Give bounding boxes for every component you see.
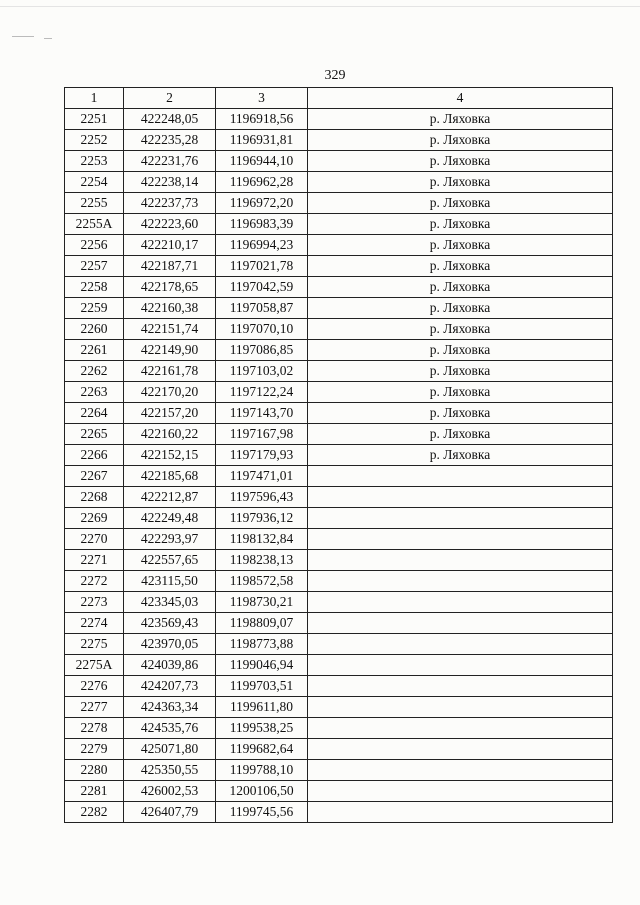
cell-point-number: 2256: [65, 235, 124, 256]
cell-point-number: 2268: [65, 487, 124, 508]
cell-note: [308, 676, 613, 697]
cell-y-coordinate: 1197021,78: [216, 256, 308, 277]
cell-x-coordinate: 422238,14: [124, 172, 216, 193]
cell-note: р. Ляховка: [308, 193, 613, 214]
table-row: [65, 361, 613, 382]
cell-x-coordinate: 423970,05: [124, 634, 216, 655]
table-row: [65, 382, 613, 403]
table-row: [65, 256, 613, 277]
cell-point-number: 2253: [65, 151, 124, 172]
cell-x-coordinate: 425071,80: [124, 739, 216, 760]
column-header-note: 4: [308, 88, 613, 109]
cell-y-coordinate: 1197042,59: [216, 277, 308, 298]
cell-y-coordinate: 1198730,21: [216, 592, 308, 613]
cell-y-coordinate: 1198572,58: [216, 571, 308, 592]
column-header-x: 2: [124, 88, 216, 109]
cell-point-number: 2261: [65, 340, 124, 361]
cell-point-number: 2270: [65, 529, 124, 550]
cell-y-coordinate: 1199538,25: [216, 718, 308, 739]
table-row: [65, 634, 613, 655]
cell-point-number: 2281: [65, 781, 124, 802]
cell-point-number: 2282: [65, 802, 124, 823]
cell-x-coordinate: 422185,68: [124, 466, 216, 487]
cell-x-coordinate: 422149,90: [124, 340, 216, 361]
column-header-y: 3: [216, 88, 308, 109]
cell-x-coordinate: 424535,76: [124, 718, 216, 739]
table-row: [65, 592, 613, 613]
cell-note: р. Ляховка: [308, 277, 613, 298]
table-row: [65, 403, 613, 424]
cell-note: [308, 655, 613, 676]
cell-note: [308, 781, 613, 802]
cell-x-coordinate: 422151,74: [124, 319, 216, 340]
scan-artifact-dash: [44, 38, 52, 39]
cell-point-number: 2255А: [65, 214, 124, 235]
cell-point-number: 2272: [65, 571, 124, 592]
table-row: [65, 424, 613, 445]
cell-point-number: 2265: [65, 424, 124, 445]
table-row: [65, 319, 613, 340]
cell-y-coordinate: 1199703,51: [216, 676, 308, 697]
table-row: [65, 655, 613, 676]
cell-point-number: 2254: [65, 172, 124, 193]
cell-x-coordinate: 423115,50: [124, 571, 216, 592]
cell-note: р. Ляховка: [308, 256, 613, 277]
cell-x-coordinate: 422248,05: [124, 109, 216, 130]
table-row: [65, 130, 613, 151]
cell-y-coordinate: 1199788,10: [216, 760, 308, 781]
cell-y-coordinate: 1198132,84: [216, 529, 308, 550]
cell-note: р. Ляховка: [308, 151, 613, 172]
cell-y-coordinate: 1197471,01: [216, 466, 308, 487]
table-row: [65, 172, 613, 193]
cell-point-number: 2267: [65, 466, 124, 487]
table-header-row: [65, 88, 613, 109]
cell-x-coordinate: 423569,43: [124, 613, 216, 634]
table-row: [65, 718, 613, 739]
cell-note: р. Ляховка: [308, 214, 613, 235]
cell-point-number: 2280: [65, 760, 124, 781]
table-row: [65, 781, 613, 802]
cell-y-coordinate: 1196983,39: [216, 214, 308, 235]
table-row: [65, 760, 613, 781]
table-row: [65, 676, 613, 697]
cell-note: [308, 760, 613, 781]
cell-y-coordinate: 1199745,56: [216, 802, 308, 823]
cell-y-coordinate: 1196994,23: [216, 235, 308, 256]
table-row: [65, 487, 613, 508]
cell-y-coordinate: 1197086,85: [216, 340, 308, 361]
cell-note: [308, 802, 613, 823]
cell-y-coordinate: 1197179,93: [216, 445, 308, 466]
cell-x-coordinate: 422170,20: [124, 382, 216, 403]
cell-note: р. Ляховка: [308, 424, 613, 445]
cell-y-coordinate: 1197058,87: [216, 298, 308, 319]
cell-point-number: 2255: [65, 193, 124, 214]
cell-point-number: 2278: [65, 718, 124, 739]
cell-note: р. Ляховка: [308, 130, 613, 151]
cell-note: р. Ляховка: [308, 298, 613, 319]
cell-note: р. Ляховка: [308, 319, 613, 340]
cell-point-number: 2273: [65, 592, 124, 613]
cell-y-coordinate: 1199682,64: [216, 739, 308, 760]
cell-point-number: 2260: [65, 319, 124, 340]
table-row: [65, 550, 613, 571]
page-number: 329: [324, 68, 346, 83]
cell-note: р. Ляховка: [308, 382, 613, 403]
cell-point-number: 2279: [65, 739, 124, 760]
cell-x-coordinate: 422160,22: [124, 424, 216, 445]
cell-point-number: 2276: [65, 676, 124, 697]
cell-y-coordinate: 1197936,12: [216, 508, 308, 529]
table-row: [65, 802, 613, 823]
cell-x-coordinate: 422157,20: [124, 403, 216, 424]
table-row: [65, 277, 613, 298]
cell-x-coordinate: 422223,60: [124, 214, 216, 235]
cell-y-coordinate: 1197122,24: [216, 382, 308, 403]
cell-point-number: 2257: [65, 256, 124, 277]
table-row: [65, 571, 613, 592]
cell-note: [308, 634, 613, 655]
table-row: [65, 340, 613, 361]
cell-y-coordinate: 1199611,80: [216, 697, 308, 718]
cell-x-coordinate: 422231,76: [124, 151, 216, 172]
cell-note: [308, 613, 613, 634]
table-row: [65, 214, 613, 235]
cell-point-number: 2264: [65, 403, 124, 424]
table-row: [65, 445, 613, 466]
cell-y-coordinate: 1197070,10: [216, 319, 308, 340]
cell-x-coordinate: 422178,65: [124, 277, 216, 298]
coordinates-table: [64, 87, 613, 823]
table-row: [65, 508, 613, 529]
cell-point-number: 2251: [65, 109, 124, 130]
cell-x-coordinate: 422212,87: [124, 487, 216, 508]
cell-note: р. Ляховка: [308, 361, 613, 382]
cell-note: [308, 718, 613, 739]
cell-x-coordinate: 422235,28: [124, 130, 216, 151]
cell-x-coordinate: 422152,15: [124, 445, 216, 466]
cell-point-number: 2252: [65, 130, 124, 151]
cell-x-coordinate: 422557,65: [124, 550, 216, 571]
cell-note: р. Ляховка: [308, 172, 613, 193]
cell-note: [308, 697, 613, 718]
cell-point-number: 2266: [65, 445, 124, 466]
cell-point-number: 2259: [65, 298, 124, 319]
cell-x-coordinate: 424039,86: [124, 655, 216, 676]
scan-artifact-line: [0, 6, 640, 7]
cell-x-coordinate: 422187,71: [124, 256, 216, 277]
cell-y-coordinate: 1197167,98: [216, 424, 308, 445]
cell-point-number: 2271: [65, 550, 124, 571]
cell-y-coordinate: 1198238,13: [216, 550, 308, 571]
cell-note: р. Ляховка: [308, 403, 613, 424]
table-row: [65, 109, 613, 130]
cell-note: [308, 466, 613, 487]
cell-note: [308, 508, 613, 529]
cell-note: р. Ляховка: [308, 445, 613, 466]
cell-note: [308, 571, 613, 592]
table-row: [65, 529, 613, 550]
cell-point-number: 2275: [65, 634, 124, 655]
table-body: [65, 109, 613, 823]
table-row: [65, 697, 613, 718]
cell-point-number: 2262: [65, 361, 124, 382]
table-row: [65, 466, 613, 487]
cell-y-coordinate: 1196962,28: [216, 172, 308, 193]
cell-note: [308, 592, 613, 613]
cell-note: [308, 550, 613, 571]
cell-y-coordinate: 1196972,20: [216, 193, 308, 214]
cell-x-coordinate: 422160,38: [124, 298, 216, 319]
cell-x-coordinate: 422210,17: [124, 235, 216, 256]
table-row: [65, 613, 613, 634]
cell-point-number: 2269: [65, 508, 124, 529]
cell-y-coordinate: 1200106,50: [216, 781, 308, 802]
cell-x-coordinate: 426002,53: [124, 781, 216, 802]
table-row: [65, 193, 613, 214]
cell-note: р. Ляховка: [308, 235, 613, 256]
cell-x-coordinate: 422293,97: [124, 529, 216, 550]
cell-x-coordinate: 424363,34: [124, 697, 216, 718]
cell-note: [308, 739, 613, 760]
cell-x-coordinate: 422237,73: [124, 193, 216, 214]
table-row: [65, 151, 613, 172]
cell-point-number: 2274: [65, 613, 124, 634]
table-row: [65, 298, 613, 319]
cell-y-coordinate: 1198773,88: [216, 634, 308, 655]
cell-x-coordinate: 422249,48: [124, 508, 216, 529]
cell-y-coordinate: 1196918,56: [216, 109, 308, 130]
cell-y-coordinate: 1197596,43: [216, 487, 308, 508]
cell-point-number: 2258: [65, 277, 124, 298]
cell-y-coordinate: 1197143,70: [216, 403, 308, 424]
column-header-point: 1: [65, 88, 124, 109]
cell-x-coordinate: 425350,55: [124, 760, 216, 781]
cell-x-coordinate: 424207,73: [124, 676, 216, 697]
cell-point-number: 2277: [65, 697, 124, 718]
cell-y-coordinate: 1196931,81: [216, 130, 308, 151]
cell-point-number: 2275А: [65, 655, 124, 676]
scan-artifact-dash: [12, 36, 34, 37]
cell-note: [308, 529, 613, 550]
table-row: [65, 739, 613, 760]
cell-y-coordinate: 1196944,10: [216, 151, 308, 172]
cell-x-coordinate: 423345,03: [124, 592, 216, 613]
table-row: [65, 235, 613, 256]
cell-y-coordinate: 1199046,94: [216, 655, 308, 676]
cell-note: р. Ляховка: [308, 340, 613, 361]
cell-y-coordinate: 1198809,07: [216, 613, 308, 634]
cell-x-coordinate: 422161,78: [124, 361, 216, 382]
cell-note: р. Ляховка: [308, 109, 613, 130]
cell-note: [308, 487, 613, 508]
cell-x-coordinate: 426407,79: [124, 802, 216, 823]
cell-y-coordinate: 1197103,02: [216, 361, 308, 382]
cell-point-number: 2263: [65, 382, 124, 403]
